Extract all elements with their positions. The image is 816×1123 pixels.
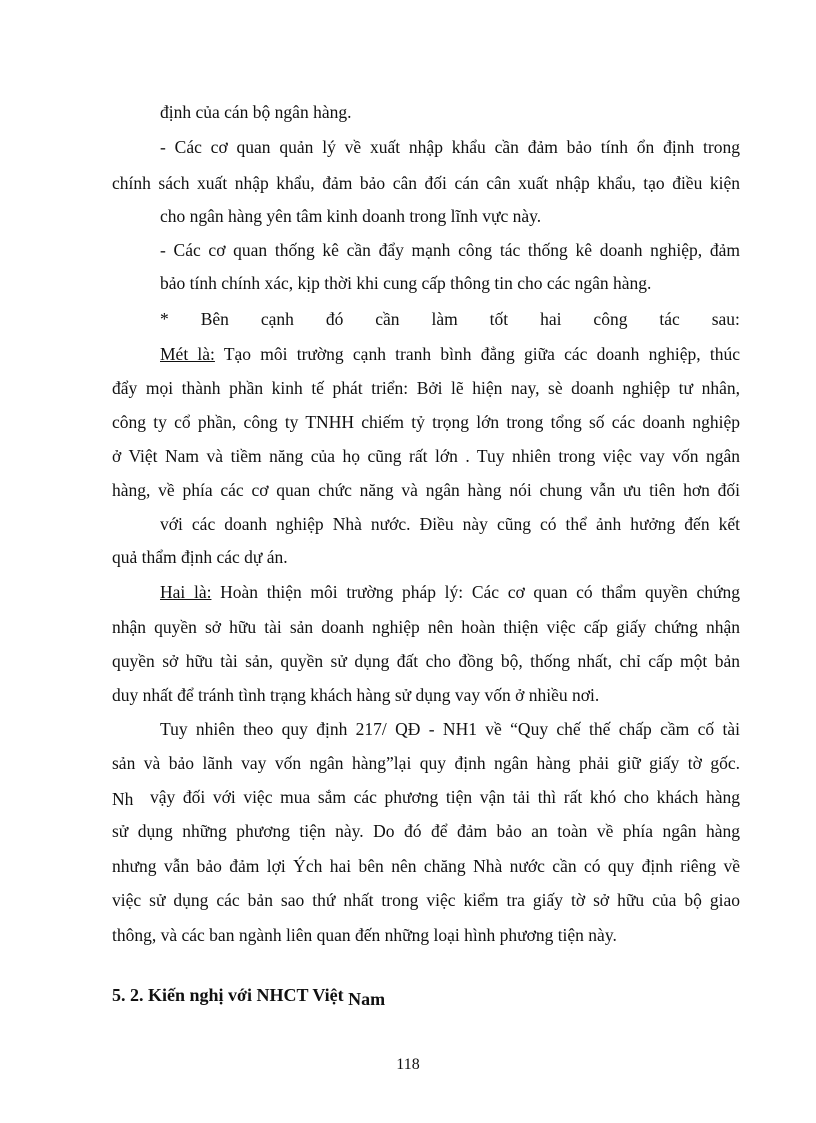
text-line [160, 581, 740, 603]
text-run: Tạo môi trường cạnh tranh bình đẳng giữa các doanh nghiệp, thúc [214, 344, 740, 364]
text-line-spread [160, 308, 740, 330]
section-heading [112, 984, 386, 1009]
text-line: quả thẩm định các dự án. [112, 547, 288, 567]
text-line: bảo tính chính xác, kịp thời khi cung cấp thông tin cho các ngân hàng. [160, 273, 652, 293]
heading-text-lowered: Nam [348, 989, 386, 1009]
text-line: việc sử dụng các bản sao thứ nhất trong việc kiểm tra giấy tờ sở hữu của bộ giao [112, 890, 740, 910]
text-line: duy nhất để tránh tình trạng khách hàng sử dụng vay vốn ở nhiều nơi. [112, 685, 600, 705]
word: cần [375, 309, 400, 329]
word: tác [659, 309, 680, 329]
text-line: định của cán bộ ngân hàng. [160, 102, 352, 122]
text-line: - Các cơ quan quản lý về xuất nhập khẩu cần đảm bảo tính ổn định trong [160, 137, 740, 157]
word: * [160, 309, 169, 329]
text-line: vậy đối với việc mua sắm các phương tiện vận tải thì rất khó cho khách hàng [150, 787, 740, 807]
text-line: chính sách xuất nhập khẩu, đảm bảo cân đối cán cân xuất nhập khẩu, tạo điều kiện [112, 173, 740, 193]
text-run: Hoàn thiện môi trường pháp lý: Các cơ quan có thẩm quyền chứng [211, 582, 740, 602]
text-line: nhưng vẫn bảo đảm lợi Ých hai bên nên chăng Nhà nước cần có quy định riêng về [112, 856, 740, 876]
text-line: thông, và các ban ngành liên quan đến những loại hình phương tiện này. [112, 925, 617, 945]
text-line: Tuy nhiên theo quy định 217/ QĐ - NH1 về “Quy chế thế chấp cầm cố tài [160, 719, 740, 739]
list-label: Hai là: [160, 582, 212, 602]
word: sau: [711, 309, 740, 329]
page-number: 118 [396, 1056, 420, 1073]
word: tốt [489, 309, 509, 329]
text-line: ở Việt Nam và tiềm năng của họ cũng rất lớn . Tuy nhiên trong việc vay vốn ngân [112, 446, 740, 466]
word: công [593, 309, 628, 329]
text-line: công ty cổ phần, công ty TNHH chiếm tỷ trọng lớn trong tổng số các doanh nghiệp [112, 412, 740, 432]
list-label: Mét là: [160, 344, 215, 364]
text-line: - Các cơ quan thống kê cần đẩy mạnh công tác thống kê doanh nghiệp, đảm [160, 240, 740, 260]
text-line: sản và bảo lãnh vay vốn ngân hàng”lại quy định ngân hàng phải giữ giấy tờ gốc. [112, 753, 740, 773]
word: đó [325, 309, 344, 329]
text-line: cho ngân hàng yên tâm kinh doanh trong lĩnh vực này. [160, 206, 542, 226]
word: hai [540, 309, 562, 329]
text-line: sử dụng những phương tiện này. Do đó để đảm bảo an toàn về phía ngân hàng [112, 821, 740, 841]
text-line: với các doanh nghiệp Nhà nước. Điều này cũng có thể ảnh hưởng đến kết [160, 514, 740, 534]
text-line: quyền sở hữu tài sản, quyền sử dụng đất cho đồng bộ, thống nhất, chỉ cấp một bản [112, 651, 740, 671]
word: cạnh [260, 309, 294, 329]
word: Bên [200, 309, 229, 329]
text-line-fragment: Nh [112, 789, 134, 809]
text-line: đẩy mọi thành phần kinh tế phát triển: Bởi lẽ hiện nay, sè doanh nghiệp tư nhân, [112, 378, 740, 398]
text-line: hàng, về phía các cơ quan chức năng và ngân hàng nói chung vẫn ưu tiên hơn đối [112, 480, 740, 500]
text-line [160, 343, 740, 365]
heading-text: 5. 2. Kiến nghị với NHCT Việt [112, 985, 349, 1005]
word: làm [431, 309, 458, 329]
text-line: nhận quyền sở hữu tài sản doanh nghiệp nên hoàn thiện việc cấp giấy chứng nhận [112, 617, 740, 637]
